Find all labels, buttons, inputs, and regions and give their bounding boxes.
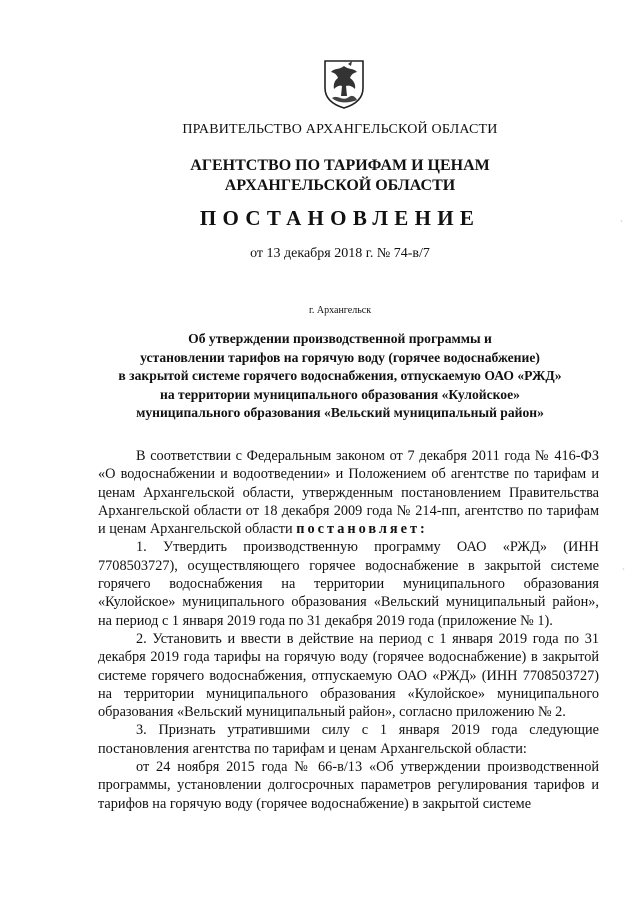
agency-name-line2: АРХАНГЕЛЬСКОЙ ОБЛАСТИ [224,177,456,194]
subject-line: муниципального образования «Вельский муниципальный район» [136,405,544,421]
item-3-paragraph: 3. Признать утратившими силу с 1 января 2019 года следующие постановления агентства по тарифам и ценам Архангельской области: [98,722,599,757]
decree-word: постановляет: [296,521,428,538]
coat-of-arms-emblem [322,58,366,110]
item-3a-paragraph: от 24 ноября 2015 года № 66-в/13 «Об утверждении производственной программы, установлении долгосрочных параметров регулирования тарифов и тарифов на горячую воду (горячее водоснабжение) в закрытой системе [98,759,599,812]
item-1-paragraph: 1. Утвердить производственную программу ОАО «РЖД» (ИНН 7708503727), осуществляющего горячее водоснабжение в закрытой системе горячего водоснабжения на территории муниципального образования «Кулойское» муниципального образования «Вельский муниципальный район», на период с 1 января 2019 года по 31 декабря 2019 года (приложение № 1). [98,539,599,629]
government-name: ПРАВИТЕЛЬСТВО АРХАНГЕЛЬСКОЙ ОБЛАСТИ [182,122,498,137]
scan-mark: ˏ [622,560,625,570]
document-city: г. Архангельск [308,305,372,316]
item-2-paragraph: 2. Установить и ввести в действие на период с 1 января 2019 года по 31 декабря 2019 года тарифы на горячую воду (горячее водоснабжение) в закрытой системе горячего водоснабжения, отпускаемую ОАО «РЖД» (ИНН 7708503727) на территории муниципального образования «Кулойское» муниципального образования «Вельский муниципальный район», согласно приложению № 2. [98,630,599,721]
document-type: ПОСТАНОВЛЕНИЕ [199,206,481,230]
scan-mark: ˏ [620,212,623,222]
preamble-paragraph [98,447,599,538]
agency-name-line1: АГЕНТСТВО ПО ТАРИФАМ И ЦЕНАМ [190,157,490,174]
preamble-text: В соответствии с Федеральным законом от 7 декабря 2011 года № 416-ФЗ «О водоснабжении и водоотведении» и Положением об агентстве по тарифам и ценам Архангельской области, утвержденным постановлением Правительства Архангельской области от 18 декабря 2009 года № 214-пп, агентство по тарифам и ценам Архангельской области [98,448,599,538]
subject-line: в закрытой системе горячего водоснабжения, отпускаемую ОАО «РЖД» [118,368,562,384]
document-date-number: от 13 декабря 2018 г. № 74-в/7 [250,246,430,261]
subject-line: Об утверждении производственной программы и [188,331,492,346]
agency-name [60,156,620,196]
document-body [98,447,599,813]
document-subject [60,330,620,423]
subject-line: на территории муниципального образования «Кулойское» [160,386,520,402]
subject-line: установлении тарифов на горячую воду (горячее водоснабжение) [140,349,540,365]
